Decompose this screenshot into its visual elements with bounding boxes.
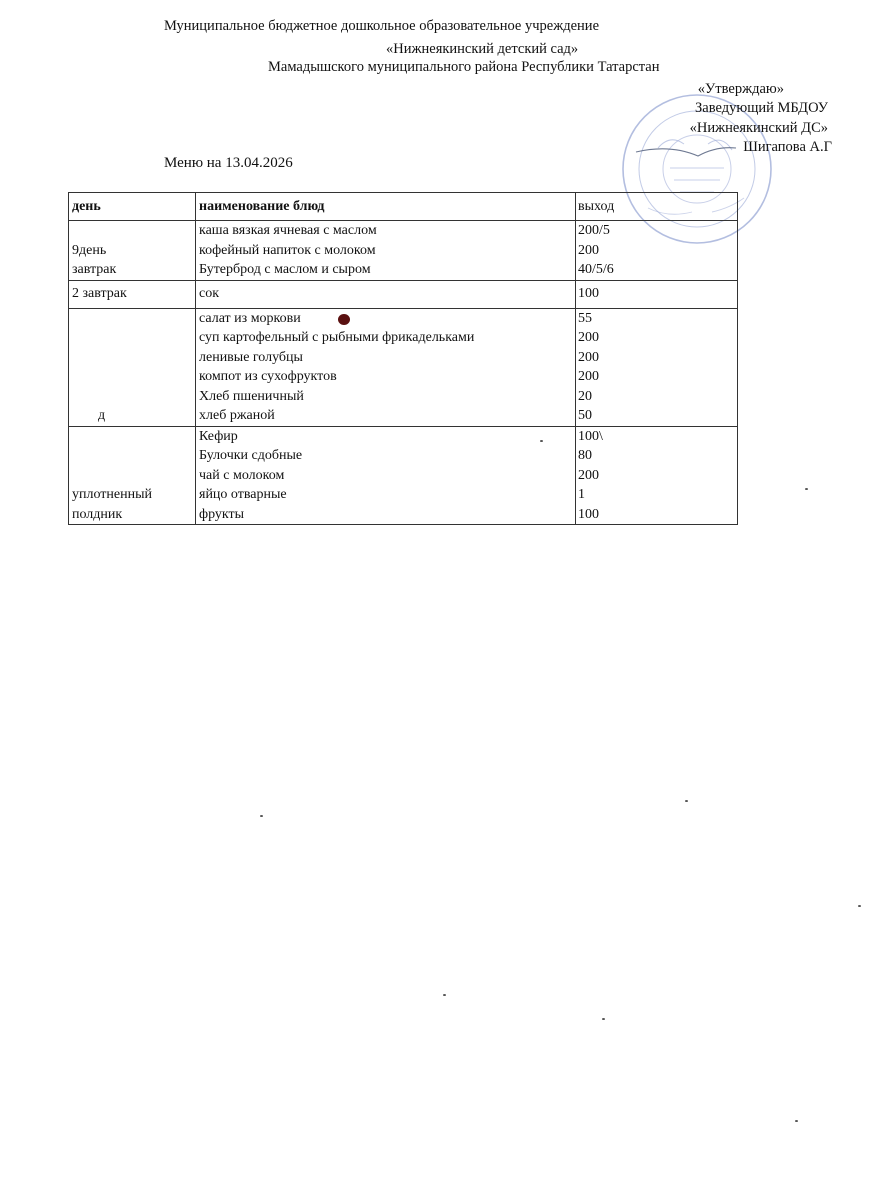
scan-speck bbox=[685, 800, 688, 802]
dish-item: суп картофельный с рыбными фрикадельками bbox=[199, 330, 475, 345]
yield-value: 200/5 bbox=[578, 223, 610, 238]
menu-title: Меню на 13.04.2026 bbox=[164, 155, 293, 171]
dish-item: ленивые голубцы bbox=[199, 349, 303, 365]
dish-cell bbox=[196, 280, 576, 308]
dish-item: салат из моркови bbox=[199, 310, 301, 326]
meal-cell bbox=[69, 221, 196, 281]
yield-value: 50 bbox=[578, 408, 592, 423]
dish-item: яйцо отварные bbox=[199, 487, 287, 502]
scan-speck bbox=[260, 815, 263, 817]
yield-value: 55 bbox=[578, 310, 592, 326]
meal-cell bbox=[69, 308, 196, 426]
dish-cell bbox=[196, 308, 576, 426]
yield-value: 1 bbox=[578, 487, 585, 502]
column-header-yield: выход bbox=[576, 193, 738, 221]
yield-cell bbox=[576, 221, 738, 281]
table-row bbox=[69, 426, 738, 525]
meal-label: 9день bbox=[72, 242, 107, 258]
dish-item: чай с молоком bbox=[199, 467, 285, 483]
scan-speck bbox=[805, 488, 808, 490]
meal-label: уплотненный bbox=[72, 487, 153, 502]
yield-value: 200 bbox=[578, 467, 599, 483]
scan-speck bbox=[602, 1018, 605, 1020]
approval-heading: «Утверждаю» bbox=[697, 81, 784, 97]
dish-item: кофейный напиток с молоком bbox=[199, 242, 376, 258]
approval-organization: «Нижнеякинский ДС» bbox=[689, 120, 828, 136]
column-header-dish: наименование блюд bbox=[196, 193, 576, 221]
dish-item: компот из сухофруктов bbox=[199, 369, 337, 384]
org-name-line1: Муниципальное бюджетное дошкольное образовательное учреждение bbox=[164, 18, 599, 34]
yield-value: 100 bbox=[578, 286, 599, 302]
dish-cell bbox=[196, 221, 576, 281]
scan-speck bbox=[795, 1120, 798, 1122]
dish-item: фрукты bbox=[199, 506, 245, 522]
yield-cell bbox=[576, 426, 738, 525]
table-row bbox=[69, 221, 738, 281]
approval-position: Заведующий МБДОУ bbox=[695, 100, 828, 116]
table-row bbox=[69, 308, 738, 426]
yield-value: 40/5/6 bbox=[578, 262, 614, 277]
yield-value: 20 bbox=[578, 388, 592, 404]
dish-item: Булочки сдобные bbox=[199, 448, 303, 463]
ink-blot bbox=[338, 314, 350, 325]
meal-label: 2 завтрак bbox=[72, 286, 127, 302]
dish-item: сок bbox=[199, 286, 220, 302]
meal-cell bbox=[69, 280, 196, 308]
scan-speck bbox=[858, 905, 861, 907]
yield-value: 100 bbox=[578, 506, 599, 522]
scan-speck bbox=[540, 440, 543, 442]
yield-value: 200 bbox=[578, 242, 599, 258]
dish-item: Хлеб пшеничный bbox=[199, 388, 304, 404]
meal-label: д bbox=[98, 408, 106, 423]
dish-item: каша вязкая ячневая с маслом bbox=[199, 223, 377, 238]
org-name-line2: «Нижнеякинский детский сад» bbox=[386, 41, 579, 57]
column-header-day: день bbox=[69, 193, 196, 221]
approval-signatory: Шигапова А.Г bbox=[743, 139, 832, 155]
yield-value: 80 bbox=[578, 448, 592, 463]
meal-cell bbox=[69, 426, 196, 525]
yield-value: 200 bbox=[578, 330, 599, 345]
meal-label: полдник bbox=[72, 506, 123, 522]
table-row bbox=[69, 280, 738, 308]
menu-table bbox=[68, 192, 738, 525]
dish-item: Бутерброд с маслом и сыром bbox=[199, 262, 371, 277]
yield-value: 200 bbox=[578, 349, 599, 365]
scan-speck bbox=[443, 994, 446, 996]
dish-cell bbox=[196, 426, 576, 525]
table-header-row bbox=[69, 193, 738, 221]
yield-cell bbox=[576, 280, 738, 308]
meal-label: завтрак bbox=[72, 262, 117, 277]
dish-item: Кефир bbox=[199, 428, 238, 444]
yield-value: 200 bbox=[578, 369, 599, 384]
dish-item: хлеб ржаной bbox=[199, 408, 275, 423]
yield-cell bbox=[576, 308, 738, 426]
org-name-line3: Мамадышского муниципального района Республики Татарстан bbox=[268, 59, 660, 75]
yield-value: 100\ bbox=[578, 428, 603, 444]
